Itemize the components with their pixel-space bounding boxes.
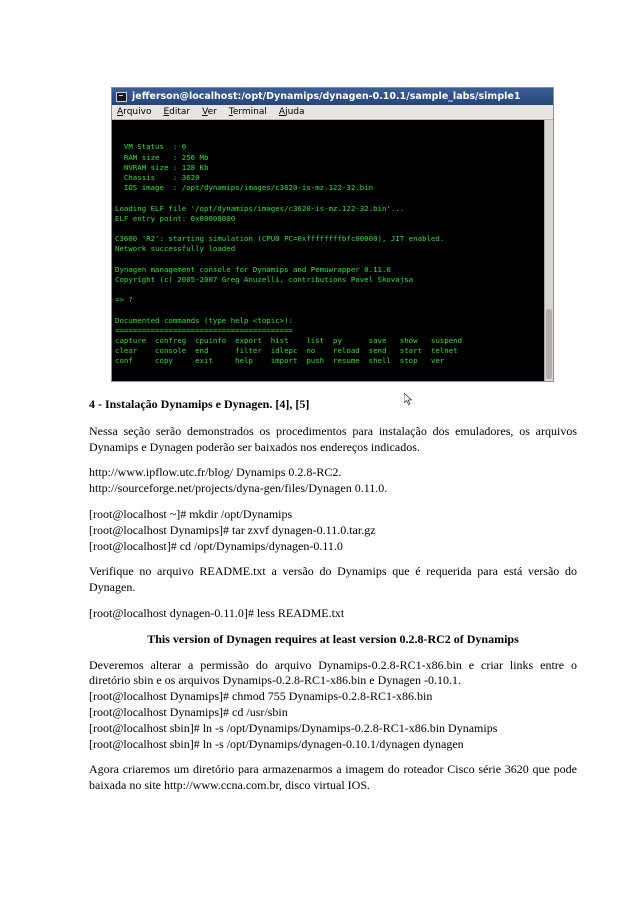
terminal-line: IOS image : /opt/dynamips/images/c3620-is-mz.122-32.bin [115, 183, 374, 193]
terminal-line: Dynagen management console for Dynamips and Pemuwrapper 0.11.0 [115, 264, 391, 274]
document-body [89, 397, 577, 794]
menu-arquivo[interactable]: Arquivo [117, 107, 152, 117]
link-dynamips: http://www.ipflow.utc.fr/blog/ Dynamips 0.2.8-RC2. [89, 465, 342, 480]
verify-paragraph: Verifique no arquivo README.txt a versão do Dynamips que é requerida para está versão do Dynagen. [89, 564, 577, 595]
terminal-line [115, 254, 541, 264]
terminal-screenshot [111, 87, 554, 382]
command-line: [root@localhost]# cd /opt/Dynamips/dynagen-0.11.0 [89, 538, 343, 553]
menu-ver[interactable]: Ver [202, 107, 217, 117]
command-line: [root@localhost Dynamips]# chmod 755 Dynamips-0.2.8-RC1-x86.bin [89, 689, 433, 704]
terminal-line: conf copy exit help import push resume shell stop ver [115, 356, 445, 366]
intro-paragraph: Nessa seção serão demonstrados os procedimentos para instalação dos emuladores, os arquivos Dynamips e Dynagen poderão ser baixados nos endereços indicados. [89, 423, 577, 454]
terminal-line: ELF entry point: 0x80008000 [115, 213, 236, 223]
terminal-line [115, 305, 541, 315]
terminal-line: clear console end filter idlepc no reload send start telnet [115, 346, 458, 356]
terminal-output [112, 120, 544, 381]
terminal-line: RAM size : 256 Mb [115, 152, 209, 162]
terminal-line: Documented commands (type help <topic>): [115, 315, 293, 325]
menu-terminal[interactable]: Terminal [228, 107, 267, 117]
terminal-line: => ? [115, 295, 133, 305]
terminal-line: C3600 'R2': starting simulation (CPU0 PC=0xffffffffbfc00000), JIT enabled. [115, 234, 445, 244]
terminal-menu-bar [112, 105, 553, 120]
terminal-title: jefferson@localhost:/opt/Dynamips/dynagen-0.10.1/sample_labs/simple1 [132, 91, 521, 102]
closing-paragraph: Agora criaremos um diretório para armazenarmos a imagem do roteador Cisco série 3620 que pode baixada no site http://www.ccna.com.br, disco virtual IOS. [89, 762, 577, 793]
command-line: [root@localhost Dynamips]# cd /usr/sbin [89, 704, 288, 719]
menu-editar[interactable]: Editar [163, 107, 191, 117]
command-line: [root@localhost sbin]# ln -s /opt/Dynamips/Dynamips-0.2.8-RC1-x86.bin Dynamips [89, 720, 498, 735]
terminal-line: ======================================== [115, 325, 293, 335]
terminal-line: NVRAM size : 128 Kb [115, 162, 209, 172]
terminal-line: Chassis : 3620 [115, 172, 200, 182]
terminal-line [115, 285, 541, 295]
terminal-title-bar [112, 88, 553, 105]
scrollbar-thumb[interactable] [546, 309, 552, 379]
command-line: [root@localhost Dynamips]# tar zxvf dynagen-0.11.0.tar.gz [89, 522, 376, 537]
terminal-scrollbar[interactable] [544, 120, 553, 381]
terminal-line [115, 367, 541, 377]
section-heading: 4 - Instalação Dynamips e Dynagen. [4], [5] [89, 397, 310, 411]
terminal-lines [115, 142, 541, 376]
link-dynagen: http://sourceforge.net/projects/dyna-gen/files/Dynagen 0.11.0. [89, 481, 388, 496]
readme-quote: This version of Dynagen requires at least version 0.2.8-RC2 of Dynamips [147, 631, 519, 646]
terminal-line: Copyright (c) 2005-2007 Greg Anuzelli, contributions Pavel Skovajsa [115, 274, 414, 284]
terminal-line: capture confreg cpuinfo export hist list py save show suspend [115, 335, 463, 345]
terminal-line [115, 224, 541, 234]
command-line: [root@localhost ~]# mkdir /opt/Dynamips [89, 506, 293, 521]
terminal-icon [116, 92, 127, 102]
terminal-line [115, 193, 541, 203]
menu-ajuda[interactable]: Ajuda [278, 107, 305, 117]
less-command: [root@localhost dynagen-0.11.0]# less README.txt [89, 605, 345, 620]
terminal-line: Network successfully loaded [115, 244, 236, 254]
permission-paragraph: Deveremos alterar a permissão do arquivo Dynamips-0.2.8-RC1-x86.bin e criar links entre o diretório sbin e os arquivos Dynamips-0.2.8-RC1-x86.bin e Dynagen -0.10.1. [89, 657, 577, 688]
terminal-line: VM Status : 0 [115, 142, 187, 152]
terminal-line: Loading ELF file '/opt/dynamips/images/c3620-is-mz.122-32.bin'... [115, 203, 405, 213]
command-line: [root@localhost sbin]# ln -s /opt/Dynamips/dynagen-0.10.1/dynagen dynagen [89, 736, 464, 751]
